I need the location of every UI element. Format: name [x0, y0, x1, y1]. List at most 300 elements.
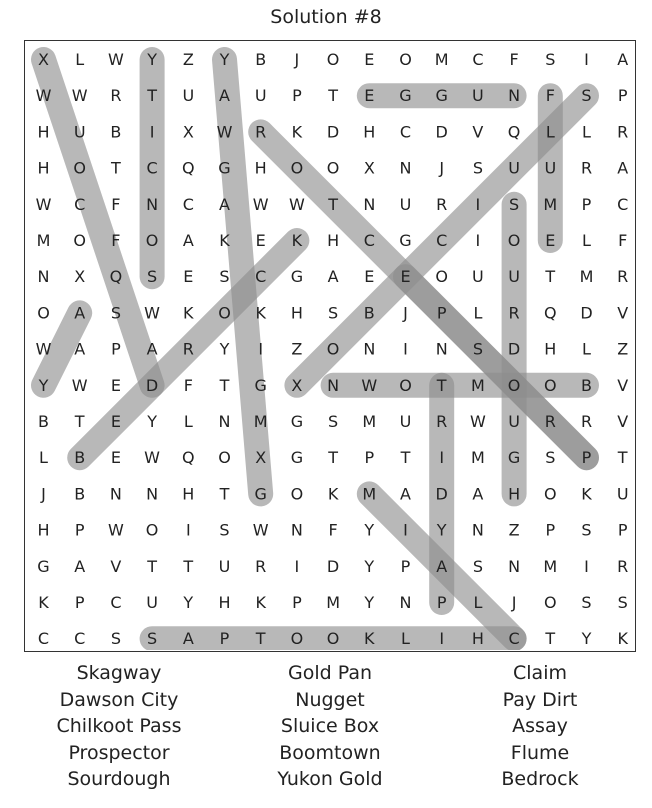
grid-letter: O	[399, 375, 412, 395]
grid-letter: O	[326, 629, 340, 649]
grid-letter: P	[219, 629, 230, 649]
grid-letter: U	[508, 267, 520, 287]
grid-letter: K	[291, 231, 303, 250]
grid-letter: Y	[436, 520, 447, 540]
grid-letter: R	[255, 122, 267, 142]
grid-letter: S	[147, 629, 158, 649]
grid-letter: O	[145, 520, 159, 540]
grid-letter: R	[436, 194, 448, 214]
grid-letter: A	[182, 629, 194, 649]
grid-letter: A	[436, 556, 448, 576]
grid-letter: G	[254, 375, 267, 395]
grid-letter: H	[254, 158, 267, 178]
word-list	[0, 660, 652, 800]
grid-letter: M	[543, 194, 558, 214]
grid-letter: F	[111, 194, 121, 214]
word-item: Bedrock	[501, 768, 579, 790]
grid-letter: B	[74, 484, 86, 504]
grid-letter: Z	[508, 520, 520, 540]
grid-letter: C	[110, 593, 122, 612]
grid-letter: D	[507, 339, 521, 359]
grid-letter: K	[327, 484, 339, 504]
grid-letter: T	[328, 194, 338, 214]
grid-letter: B	[363, 303, 375, 323]
grid-letter: N	[146, 194, 159, 214]
grid-letter: V	[617, 412, 629, 431]
grid-letter: P	[74, 520, 85, 540]
grid-letter: T	[328, 448, 338, 468]
word-item: Boomtown	[279, 741, 381, 764]
grid-letter: C	[399, 122, 412, 142]
grid-letter: T	[328, 86, 338, 106]
grid-letter: S	[617, 593, 628, 612]
grid-letter: X	[182, 122, 194, 142]
grid-letter: B	[74, 448, 86, 468]
word-search-board	[24, 40, 636, 652]
grid-letter: E	[255, 231, 266, 250]
grid-letter: Y	[147, 50, 157, 69]
grid-letter: H	[363, 122, 376, 142]
grid-letter: W	[35, 194, 52, 214]
grid-letter: W	[361, 375, 378, 395]
grid-letter: O	[544, 593, 557, 612]
grid-letter: O	[399, 50, 412, 69]
grid-letter: P	[581, 448, 592, 468]
grid-letter: N	[290, 520, 303, 540]
grid-letter: I	[294, 556, 300, 576]
grid-letter: F	[545, 86, 555, 106]
word-list-column-2	[230, 660, 430, 793]
grid-letter: K	[617, 629, 628, 649]
word-item: Yukon Gold	[277, 768, 383, 790]
grid-letter: W	[216, 122, 233, 142]
word-list-column-1	[19, 660, 219, 793]
grid-letter: R	[544, 412, 556, 431]
grid-letter: K	[183, 303, 194, 323]
grid-letter: E	[364, 86, 375, 106]
grid-letter: O	[507, 231, 521, 250]
grid-letter: A	[146, 339, 158, 359]
grid-letter: U	[508, 158, 520, 178]
grid-letter: P	[436, 303, 447, 323]
grid-letter: K	[291, 122, 303, 142]
grid-letter: J	[294, 50, 300, 69]
grid-letter: P	[292, 593, 302, 612]
puzzle-title: Solution #8	[270, 6, 382, 28]
grid-letter: A	[472, 484, 484, 504]
grid-letter: P	[292, 86, 302, 106]
grid-letter: G	[435, 86, 448, 106]
grid-letter: G	[399, 231, 412, 250]
grid-letter: W	[71, 86, 88, 106]
grid-letter: O	[326, 339, 340, 359]
word-item: Chilkoot Pass	[56, 715, 182, 737]
grid-letter: O	[73, 231, 86, 250]
grid-letter: M	[362, 484, 377, 504]
grid-letter: N	[363, 339, 376, 359]
grid-letter: B	[38, 412, 49, 431]
grid-letter: U	[544, 158, 557, 178]
grid-letter: R	[436, 412, 448, 431]
grid-letter: L	[183, 412, 193, 431]
grid-letter: O	[37, 303, 50, 323]
grid-letter: G	[37, 556, 50, 576]
grid-letter: A	[74, 556, 86, 576]
grid-letter: O	[544, 375, 557, 395]
word-item: Pay Dirt	[502, 688, 578, 711]
grid-letter: U	[73, 122, 86, 142]
grid-letter: R	[182, 339, 194, 359]
grid-letter: Z	[291, 339, 303, 359]
grid-letter: H	[508, 484, 521, 504]
grid-letter: B	[110, 122, 122, 142]
grid-letter: O	[290, 484, 304, 504]
grid-letter: Y	[581, 629, 592, 649]
grid-letter: E	[110, 448, 121, 468]
grid-letter: U	[218, 556, 231, 576]
grid-letter: T	[255, 629, 266, 649]
grid-letter: O	[218, 303, 231, 323]
grid-letter: U	[182, 86, 195, 106]
grid-letter: V	[617, 303, 629, 323]
grid-letter: Y	[364, 593, 375, 612]
grid-letter: L	[582, 122, 591, 142]
grid-letter: D	[326, 556, 340, 576]
grid-letter: F	[618, 231, 628, 250]
grid-letter: T	[545, 629, 556, 649]
grid-letter: S	[472, 158, 483, 178]
grid-letter: T	[617, 448, 628, 468]
grid-letter: L	[582, 231, 591, 250]
grid-letter: L	[473, 303, 483, 323]
grid-letter: S	[110, 303, 121, 323]
grid-letter: O	[73, 158, 86, 178]
grid-letter: S	[110, 629, 121, 649]
grid-letter: Y	[147, 412, 157, 431]
grid-letter: D	[435, 484, 448, 504]
grid-letter: M	[362, 412, 377, 431]
grid-letter: O	[290, 629, 304, 649]
word-item: Assay	[512, 715, 568, 737]
grid-letter: R	[617, 267, 629, 287]
word-item: Claim	[513, 662, 567, 684]
grid-letter: O	[290, 158, 304, 178]
grid-letter: J	[511, 593, 517, 612]
grid-letter: T	[545, 267, 556, 287]
grid-letter: G	[290, 448, 304, 468]
grid-letter: U	[472, 267, 484, 287]
grid-letter: P	[111, 339, 121, 359]
grid-letter: X	[291, 375, 303, 395]
word-list-column-3	[440, 660, 640, 793]
grid-letter: H	[544, 339, 557, 359]
grid-letter: N	[363, 194, 376, 214]
grid-letter: H	[290, 303, 303, 323]
grid-letter: O	[326, 50, 340, 69]
grid-letter: P	[617, 86, 628, 106]
grid-letter: O	[507, 375, 521, 395]
grid-letter: T	[400, 448, 411, 468]
grid-letter: E	[183, 267, 194, 287]
grid-letter: I	[439, 448, 445, 468]
grid-letter: E	[110, 412, 121, 431]
grid-letter: L	[39, 448, 48, 468]
grid-letter: W	[144, 303, 161, 323]
grid-letter: N	[327, 375, 340, 395]
grid-letter: W	[107, 520, 124, 540]
grid-letter: R	[110, 86, 122, 106]
grid-letter: R	[508, 303, 520, 323]
grid-letter: G	[507, 448, 521, 468]
grid-letter: I	[439, 629, 445, 649]
grid-letter: H	[327, 231, 340, 250]
grid-letter: G	[254, 484, 267, 504]
grid-letter: K	[364, 629, 375, 649]
grid-letter: F	[509, 50, 519, 69]
grid-letter: R	[255, 556, 267, 576]
grid-letter: P	[74, 593, 85, 612]
grid-letter: F	[183, 375, 193, 395]
word-item: Gold Pan	[287, 662, 372, 684]
grid-letter: I	[475, 194, 481, 214]
grid-letter: G	[218, 158, 231, 178]
grid-letter: W	[71, 375, 88, 395]
grid-letter: C	[472, 50, 484, 69]
grid-letter: M	[434, 50, 449, 69]
grid-letter: T	[111, 158, 121, 178]
grid-letter: Q	[544, 303, 557, 323]
grid-letter: Y	[364, 520, 375, 540]
grid-letter: Q	[182, 448, 195, 468]
grid-letter: E	[364, 50, 375, 69]
grid-letter: U	[616, 484, 629, 504]
grid-letter: S	[472, 339, 483, 359]
grid-letter: H	[37, 158, 50, 178]
grid-letter: C	[363, 231, 375, 250]
grid-letter: U	[254, 86, 267, 106]
grid-letter: T	[74, 412, 85, 431]
grid-letter: C	[146, 158, 158, 178]
grid-letter: Z	[182, 50, 194, 69]
grid-letter: S	[581, 86, 592, 106]
grid-letter: A	[219, 86, 230, 106]
grid-letter: P	[617, 520, 628, 540]
grid-letter: C	[436, 231, 448, 250]
grid-letter: H	[218, 593, 231, 612]
grid-letter: N	[218, 412, 231, 431]
grid-letter: M	[543, 556, 558, 576]
grid-letter: L	[582, 339, 591, 359]
grid-letter: O	[544, 484, 557, 504]
grid-letter: F	[111, 231, 121, 250]
grid-letter: S	[509, 194, 520, 214]
word-item: Flume	[510, 741, 570, 764]
grid-letter: A	[74, 339, 86, 359]
grid-letter: C	[37, 629, 50, 649]
grid-letter: V	[617, 375, 629, 395]
grid-letter: M	[36, 231, 51, 250]
grid-letter: E	[400, 267, 411, 287]
grid-letter: S	[328, 412, 339, 431]
grid-letter: R	[617, 556, 629, 576]
grid-letter: E	[545, 231, 556, 250]
grid-letter: P	[545, 520, 556, 540]
grid-letter: S	[545, 50, 556, 69]
grid-letter: W	[144, 448, 161, 468]
grid-letter: R	[580, 412, 593, 431]
grid-letter: U	[399, 194, 412, 214]
grid-letter: Y	[364, 556, 375, 576]
grid-letter: K	[581, 484, 592, 504]
grid-letter: S	[581, 520, 592, 540]
grid-letter: G	[290, 267, 304, 287]
grid-letter: N	[399, 593, 412, 612]
grid-letter: Y	[219, 50, 230, 69]
grid-letter: I	[149, 122, 155, 142]
grid-letter: I	[403, 339, 408, 359]
word-item: Dawson City	[59, 688, 179, 711]
grid-letter: K	[255, 303, 266, 323]
grid-letter: T	[183, 556, 194, 576]
grid-letter: K	[255, 593, 266, 612]
grid-letter: K	[38, 593, 49, 612]
grid-letter: G	[290, 412, 304, 431]
grid-letter: H	[37, 520, 50, 540]
grid-letter: C	[617, 194, 629, 214]
grid-letter: C	[255, 267, 267, 287]
grid-letter: D	[435, 122, 448, 142]
grid-letter: C	[508, 629, 520, 649]
grid-letter: L	[401, 629, 410, 649]
grid-letter: W	[35, 339, 52, 359]
grid-letter: N	[508, 556, 521, 576]
grid-letter: B	[581, 375, 592, 395]
grid-letter: J	[439, 158, 445, 178]
grid-letter: T	[147, 86, 157, 106]
grid-letter: P	[364, 448, 375, 468]
grid-letter: X	[38, 50, 49, 69]
word-item: Nugget	[295, 688, 365, 711]
grid-letter: N	[435, 339, 448, 359]
grid-letter: S	[545, 448, 556, 468]
grid-letter: A	[74, 303, 86, 323]
grid-letter: M	[579, 267, 594, 287]
grid-letter: U	[472, 86, 484, 106]
grid-letter: J	[41, 484, 46, 504]
grid-letter: W	[107, 50, 124, 69]
grid-letter: I	[403, 520, 408, 540]
grid-letter: I	[185, 520, 191, 540]
grid-letter: I	[584, 50, 589, 69]
grid-letter: Q	[507, 122, 521, 142]
grid-letter: X	[363, 158, 375, 178]
grid-letter: O	[435, 267, 448, 287]
grid-letter: Q	[109, 267, 123, 287]
grid-letter: C	[74, 194, 86, 214]
grid-letter: L	[75, 50, 85, 69]
grid-letter: A	[182, 231, 194, 250]
grid-letter: S	[219, 267, 230, 287]
grid-letter: P	[400, 556, 411, 576]
grid-letter: I	[584, 556, 589, 576]
grid-letter: S	[219, 520, 230, 540]
grid-letter: U	[508, 412, 520, 431]
grid-letter: P	[436, 593, 447, 612]
grid-letter: O	[326, 158, 340, 178]
word-item: Skagway	[76, 662, 162, 684]
grid-letter: T	[219, 484, 230, 504]
grid-letter: V	[110, 556, 122, 576]
grid-letter: S	[328, 303, 339, 323]
grid-letter: Y	[183, 593, 194, 612]
grid-letter: R	[617, 122, 629, 142]
grid-letter: R	[580, 158, 593, 178]
grid-letter: D	[326, 122, 340, 142]
grid-letter: T	[219, 375, 230, 395]
word-item: Sluice Box	[280, 715, 380, 737]
grid-letter: L	[545, 122, 555, 142]
grid-letter: W	[288, 194, 305, 214]
grid-letter: N	[508, 86, 521, 106]
grid-letter: S	[147, 267, 158, 287]
grid-letter: O	[145, 231, 159, 250]
grid-letter: M	[470, 448, 485, 468]
grid-letter: X	[255, 448, 267, 468]
letter-grid	[25, 41, 634, 650]
grid-letter: X	[74, 267, 86, 287]
grid-letter: D	[145, 375, 159, 395]
grid-letter: Y	[219, 339, 230, 359]
grid-letter: U	[146, 593, 158, 612]
grid-letter: A	[327, 267, 339, 287]
grid-letter: D	[580, 303, 593, 323]
grid-letter: S	[581, 593, 592, 612]
grid-letter: N	[37, 267, 50, 287]
grid-letter: N	[146, 484, 159, 504]
word-item: Prospector	[68, 741, 170, 764]
grid-letter: H	[182, 484, 195, 504]
grid-letter: M	[253, 412, 268, 431]
word-item: Sourdough	[67, 768, 171, 790]
grid-letter: Z	[617, 339, 629, 359]
grid-letter: P	[581, 194, 592, 214]
grid-letter: E	[364, 267, 375, 287]
grid-letter: A	[617, 158, 629, 178]
grid-letter: M	[326, 593, 341, 612]
grid-letter: A	[617, 50, 629, 69]
grid-letter: O	[218, 448, 231, 468]
grid-letter: W	[469, 412, 486, 431]
grid-letter: E	[110, 375, 121, 395]
grid-letter: L	[473, 593, 483, 612]
grid-letter: T	[147, 556, 157, 576]
grid-letter: I	[258, 339, 264, 359]
grid-letter: W	[35, 86, 52, 106]
grid-letter: J	[403, 303, 408, 323]
grid-letter: T	[436, 375, 447, 395]
grid-letter: F	[328, 520, 338, 540]
grid-letter: N	[109, 484, 122, 504]
grid-letter: I	[475, 231, 481, 250]
grid-letter: K	[219, 231, 230, 250]
grid-letter: B	[255, 50, 267, 69]
grid-letter: S	[472, 556, 483, 576]
grid-letter: N	[399, 158, 412, 178]
grid-letter: C	[182, 194, 194, 214]
solution-highlights	[44, 60, 587, 639]
grid-letter: A	[219, 194, 230, 214]
grid-letter: H	[37, 122, 50, 142]
